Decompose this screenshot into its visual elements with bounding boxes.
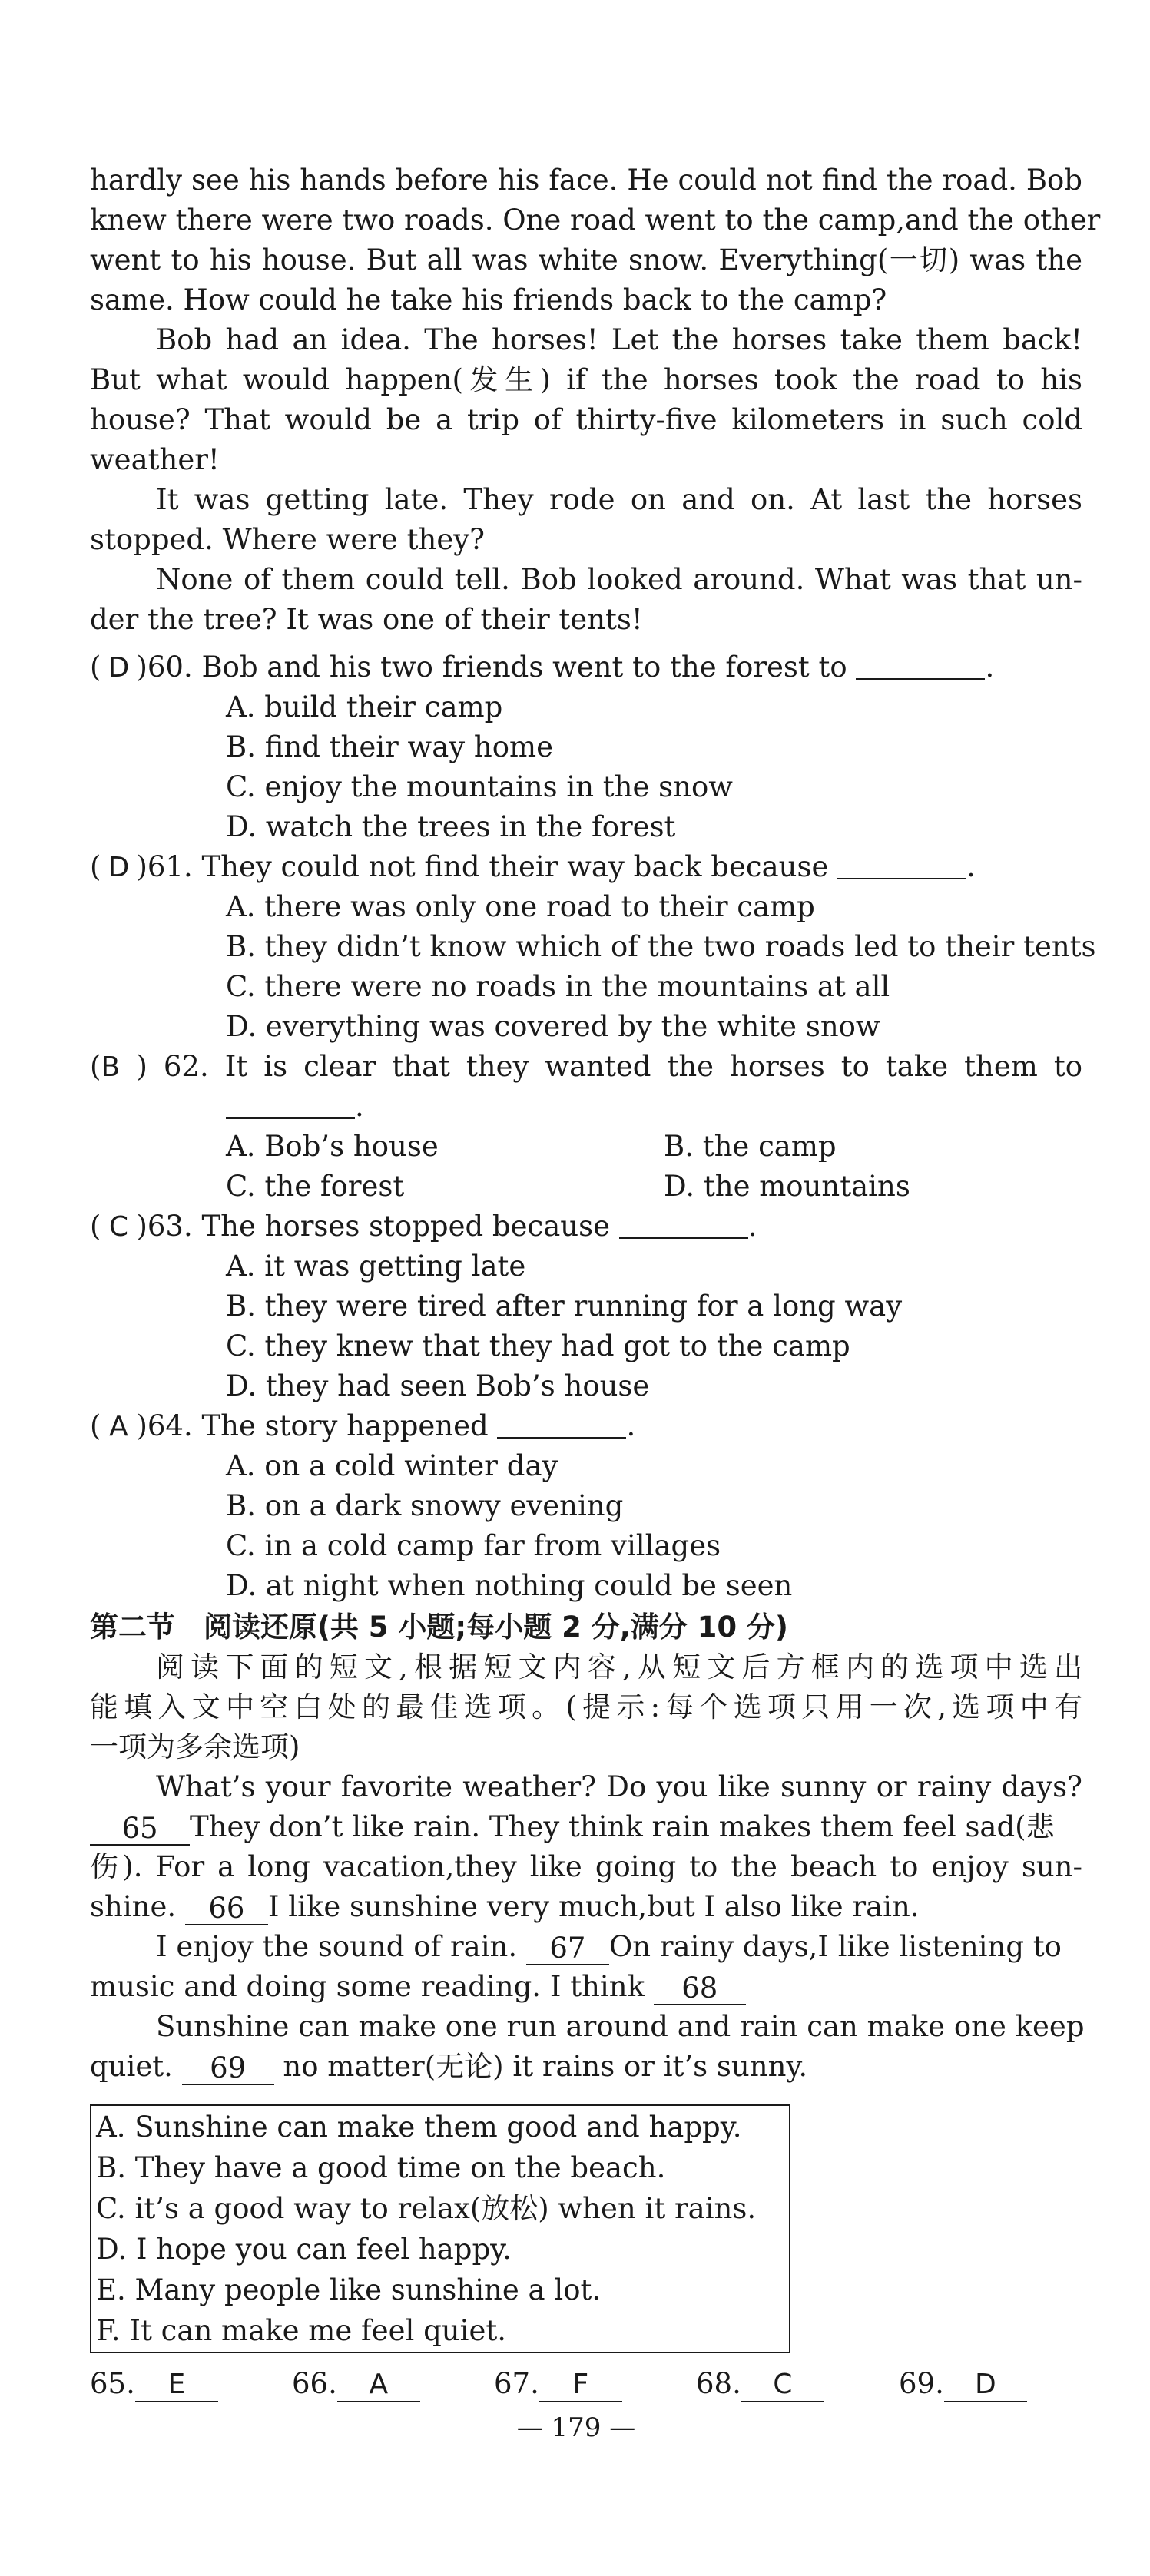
blank-68: 68 xyxy=(654,1973,746,2005)
option: C. they knew that they had got to the camp xyxy=(226,1329,850,1362)
answer-blank xyxy=(619,1210,748,1239)
box-option: C. it’s a good way to relax(放松) when it rains. xyxy=(96,2192,757,2225)
passage2-line: What’s your favorite weather? Do you like sunny or rainy days? xyxy=(156,1770,1082,1803)
option: B. find their way home xyxy=(226,730,554,763)
passage-line: Bob had an idea. The horses! Let the horses take them back! xyxy=(156,323,1082,356)
option: A. build their camp xyxy=(226,690,503,723)
passage2-text: They don’t like rain. They think rain makes them feel sad(悲 xyxy=(190,1810,1055,1843)
question-62: (B ) 62. It is clear that they wanted the horses to take them to xyxy=(90,1048,1082,1086)
option: A. there was only one road to their camp xyxy=(226,890,815,923)
option: C. there were no roads in the mountains at all xyxy=(226,970,890,1003)
answer-value: F xyxy=(539,2369,622,2402)
answer-63: C xyxy=(108,1211,128,1243)
option: A. on a cold winter day xyxy=(226,1449,558,1482)
answer-value: A xyxy=(337,2369,420,2402)
passage2-line xyxy=(90,1808,1082,1846)
period: . xyxy=(747,1210,757,1243)
option: D. watch the trees in the forest xyxy=(226,810,676,843)
passage-line: knew there were two roads. One road went to the camp,and the other xyxy=(90,204,1101,237)
answer-blank xyxy=(837,850,966,879)
option: C. in a cold camp far from villages xyxy=(226,1529,721,1562)
option: C. enjoy the mountains in the snow xyxy=(226,770,733,803)
passage2-line xyxy=(90,1968,1082,2006)
passage2-text: no matter(无论) it rains or it’s sunny. xyxy=(283,2050,808,2083)
answer-67 xyxy=(494,2364,622,2404)
answer-65 xyxy=(90,2364,218,2404)
option: B. the camp xyxy=(664,1130,837,1163)
question-64-stem: )64. The story happened xyxy=(136,1409,489,1442)
answer-number: 68. xyxy=(696,2367,741,2400)
question-60-stem: )60. Bob and his two friends went to the forest to xyxy=(136,651,847,684)
box-option: F. It can make me feel quiet. xyxy=(96,2314,506,2347)
passage2-line: 伤). For a long vacation,they like going to the beach to enjoy sun- xyxy=(90,1850,1082,1883)
options-box xyxy=(90,2104,790,2353)
answer-number: 65. xyxy=(90,2367,135,2400)
blank-65: 65 xyxy=(90,1813,190,1846)
question-63-stem: )63. The horses stopped because xyxy=(136,1210,610,1243)
option: D. they had seen Bob’s house xyxy=(226,1369,650,1402)
answer-64: A xyxy=(109,1411,128,1442)
option: D. the mountains xyxy=(664,1170,910,1203)
question-63: ( C )63. The horses stopped because . xyxy=(90,1207,1082,1246)
instruction-line: 能填入文中空白处的最佳选项。(提示:每个选项只用一次,选项中有 xyxy=(90,1690,1082,1723)
period: . xyxy=(355,1090,364,1123)
box-option: A. Sunshine can make them good and happy. xyxy=(96,2111,742,2144)
passage2-text: I enjoy the sound of rain. xyxy=(156,1930,518,1963)
passage-line: But what would happen(发生) if the horses took the road to his xyxy=(90,363,1082,396)
answer-66 xyxy=(292,2364,420,2404)
question-61: ( D )61. They could not find their way back because . xyxy=(90,848,1082,886)
passage2-line xyxy=(90,2048,1082,2086)
option: C. the forest xyxy=(226,1170,405,1203)
passage2-text: shine. xyxy=(90,1890,177,1923)
question-62-blank xyxy=(226,1088,1082,1126)
answer-value: C xyxy=(741,2369,824,2402)
passage-line: weather! xyxy=(90,443,220,476)
answer-value: D xyxy=(944,2369,1027,2402)
page-number: — 179 — xyxy=(516,2412,636,2443)
answer-61: D xyxy=(108,852,130,883)
question-62-stem: ) 62. It is clear that they wanted the horses to take them to xyxy=(136,1050,1082,1083)
answer-68 xyxy=(696,2364,824,2404)
answer-number: 69. xyxy=(899,2367,944,2400)
answer-number: 66. xyxy=(292,2367,337,2400)
option: D. everything was covered by the white snow xyxy=(226,1010,880,1043)
passage-line: It was getting late. They rode on and on. At last the horses xyxy=(156,483,1082,516)
passage-line: None of them could tell. Bob looked around. What was that un- xyxy=(156,563,1082,596)
option: B. they didn’t know which of the two roads led to their tents xyxy=(226,930,1096,963)
passage2-text: I like sunshine very much,but I also like rain. xyxy=(267,1890,920,1923)
passage-line: hardly see his hands before his face. He could not find the road. Bob xyxy=(90,164,1082,197)
box-option: D. I hope you can feel happy. xyxy=(96,2233,512,2266)
passage-line: house? That would be a trip of thirty-five kilometers in such cold xyxy=(90,403,1082,436)
box-option: E. Many people like sunshine a lot. xyxy=(96,2273,602,2306)
box-option: B. They have a good time on the beach. xyxy=(96,2151,666,2184)
passage2-text: On rainy days,I like listening to xyxy=(608,1930,1062,1963)
blank-67: 67 xyxy=(526,1933,609,1965)
option: B. they were tired after running for a long way xyxy=(226,1290,903,1323)
option: A. Bob’s house xyxy=(226,1130,439,1163)
passage-line: same. How could he take his friends back to the camp? xyxy=(90,283,887,316)
passage-line: went to his house. But all was white snow. Everything(一切) was the xyxy=(90,243,1082,276)
section-heading: 第二节 阅读还原(共 5 小题;每小题 2 分,满分 10 分) xyxy=(90,1611,788,1644)
passage2-line xyxy=(156,1928,1082,1966)
answer-62: B xyxy=(101,1051,121,1083)
blank-69: 69 xyxy=(182,2053,274,2085)
answer-60: D xyxy=(108,652,130,684)
option: B. on a dark snowy evening xyxy=(226,1489,624,1522)
period: . xyxy=(985,651,995,684)
option: A. it was getting late xyxy=(226,1250,526,1283)
instruction-line: 阅读下面的短文,根据短文内容,从短文后方框内的选项中选出 xyxy=(156,1651,1082,1684)
answer-blank xyxy=(226,1090,355,1119)
option: D. at night when nothing could be seen xyxy=(226,1569,793,1602)
question-61-stem: )61. They could not find their way back because xyxy=(136,850,829,883)
blank-66: 66 xyxy=(185,1893,268,1925)
answer-blank xyxy=(497,1409,626,1439)
passage-line: stopped. Where were they? xyxy=(90,523,485,556)
period: . xyxy=(626,1409,636,1442)
answer-blank xyxy=(856,651,985,680)
passage-line: der the tree? It was one of their tents! xyxy=(90,603,643,636)
passage2-line: Sunshine can make one run around and rain can make one keep xyxy=(156,2010,1085,2043)
question-60: ( D )60. Bob and his two friends went to the forest to . xyxy=(90,648,1082,687)
instruction-line: 一项为多余选项) xyxy=(90,1730,300,1763)
passage2-text: music and doing some reading. I think xyxy=(90,1970,645,2003)
passage2-text: quiet. xyxy=(90,2050,173,2083)
question-64: ( A )64. The story happened . xyxy=(90,1407,1082,1445)
answer-69 xyxy=(899,2364,1027,2404)
passage2-line xyxy=(90,1888,1082,1926)
answer-value: E xyxy=(135,2369,218,2402)
answer-number: 67. xyxy=(494,2367,539,2400)
period: . xyxy=(966,850,976,883)
